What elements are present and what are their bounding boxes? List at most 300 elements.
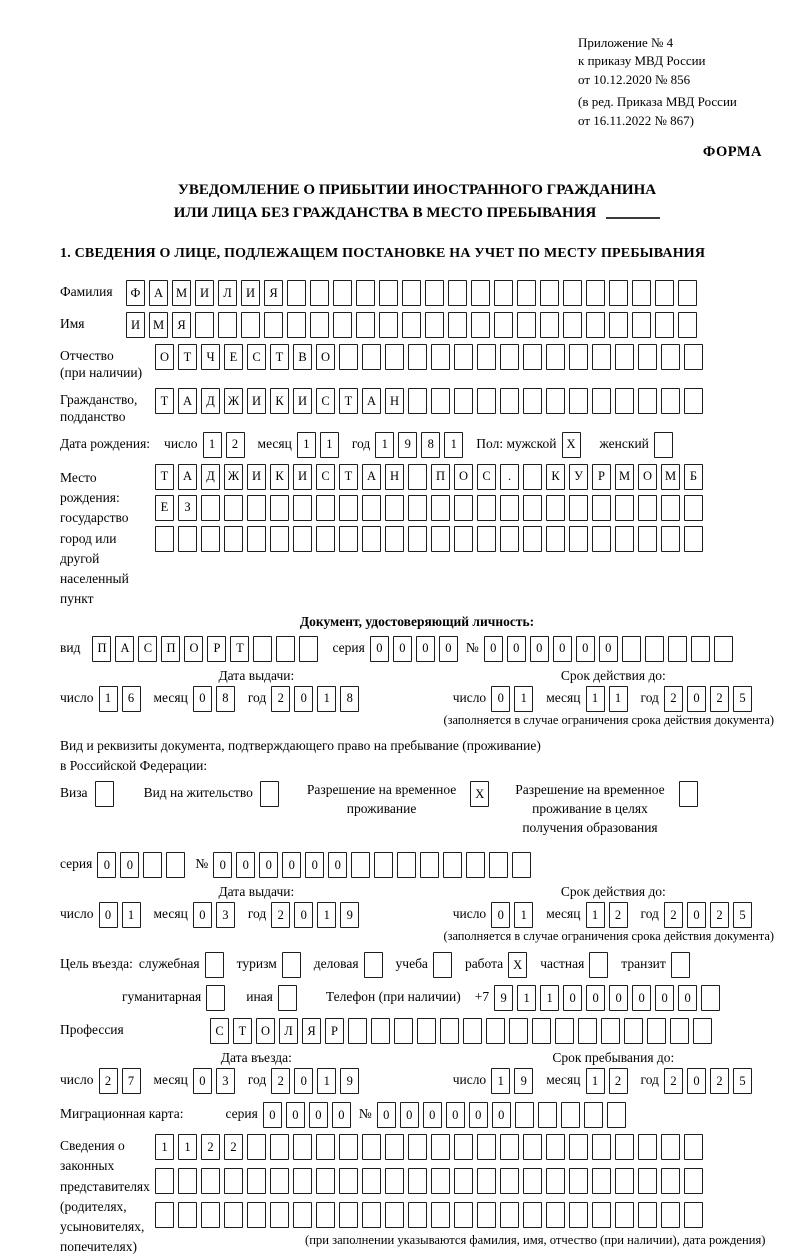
- checkbox[interactable]: X: [562, 432, 581, 458]
- cell[interactable]: [486, 1018, 505, 1044]
- cell[interactable]: 0: [370, 636, 389, 662]
- cell[interactable]: [655, 280, 674, 306]
- cell[interactable]: [661, 526, 680, 552]
- cell[interactable]: 2: [664, 1068, 683, 1094]
- cell[interactable]: М: [172, 280, 191, 306]
- cell[interactable]: [668, 636, 687, 662]
- cell[interactable]: [615, 526, 634, 552]
- cell[interactable]: [224, 1202, 243, 1228]
- cell[interactable]: [356, 312, 375, 338]
- cell[interactable]: [293, 495, 312, 521]
- cell[interactable]: [638, 495, 657, 521]
- cell[interactable]: 2: [99, 1068, 118, 1094]
- checkbox[interactable]: [95, 781, 114, 807]
- cell[interactable]: 1: [99, 686, 118, 712]
- cell[interactable]: 2: [271, 686, 290, 712]
- cell[interactable]: [362, 344, 381, 370]
- cell[interactable]: [523, 344, 542, 370]
- cell[interactable]: [477, 388, 496, 414]
- cell[interactable]: 9: [340, 902, 359, 928]
- cell[interactable]: [440, 1018, 459, 1044]
- cell[interactable]: 0: [687, 902, 706, 928]
- cell[interactable]: 1: [297, 432, 316, 458]
- cell[interactable]: [333, 312, 352, 338]
- cell[interactable]: [299, 636, 318, 662]
- cell[interactable]: [563, 280, 582, 306]
- cell[interactable]: [684, 526, 703, 552]
- cell[interactable]: [408, 1134, 427, 1160]
- cell[interactable]: 0: [236, 852, 255, 878]
- cell[interactable]: 5: [733, 686, 752, 712]
- cell[interactable]: [241, 312, 260, 338]
- cell[interactable]: Ч: [201, 344, 220, 370]
- cell[interactable]: [431, 344, 450, 370]
- cell[interactable]: [155, 526, 174, 552]
- cell[interactable]: [394, 1018, 413, 1044]
- cell[interactable]: [385, 1134, 404, 1160]
- cell[interactable]: 1: [540, 985, 559, 1011]
- cell[interactable]: К: [546, 464, 565, 490]
- cell[interactable]: [155, 1202, 174, 1228]
- cell[interactable]: [333, 280, 352, 306]
- cell[interactable]: 1: [317, 1068, 336, 1094]
- cell[interactable]: [655, 312, 674, 338]
- cell[interactable]: [523, 1168, 542, 1194]
- cell[interactable]: [592, 495, 611, 521]
- cell[interactable]: О: [638, 464, 657, 490]
- cell[interactable]: [563, 312, 582, 338]
- cell[interactable]: Я: [264, 280, 283, 306]
- cell[interactable]: [684, 1168, 703, 1194]
- cell[interactable]: 0: [530, 636, 549, 662]
- cell[interactable]: [339, 344, 358, 370]
- cell[interactable]: [500, 526, 519, 552]
- cell[interactable]: [592, 526, 611, 552]
- cell[interactable]: [201, 1202, 220, 1228]
- cell[interactable]: Т: [339, 388, 358, 414]
- cell[interactable]: Т: [230, 636, 249, 662]
- cell[interactable]: [517, 280, 536, 306]
- cell[interactable]: А: [115, 636, 134, 662]
- cell[interactable]: [431, 1168, 450, 1194]
- cell[interactable]: [166, 852, 185, 878]
- cell[interactable]: [592, 1134, 611, 1160]
- cell[interactable]: 2: [664, 902, 683, 928]
- cell[interactable]: [420, 852, 439, 878]
- cell[interactable]: 0: [286, 1102, 305, 1128]
- cell[interactable]: [287, 280, 306, 306]
- cell[interactable]: [532, 1018, 551, 1044]
- cell[interactable]: Д: [201, 464, 220, 490]
- cell[interactable]: 0: [294, 1068, 313, 1094]
- cell[interactable]: А: [362, 464, 381, 490]
- cell[interactable]: [509, 1018, 528, 1044]
- cell[interactable]: [247, 495, 266, 521]
- cell[interactable]: [431, 526, 450, 552]
- cell[interactable]: 2: [226, 432, 245, 458]
- cell[interactable]: [224, 1168, 243, 1194]
- cell[interactable]: Е: [155, 495, 174, 521]
- cell[interactable]: И: [293, 388, 312, 414]
- cell[interactable]: [601, 1018, 620, 1044]
- cell[interactable]: 2: [224, 1134, 243, 1160]
- cell[interactable]: [348, 1018, 367, 1044]
- cell[interactable]: [586, 312, 605, 338]
- cell[interactable]: 2: [271, 902, 290, 928]
- cell[interactable]: [466, 852, 485, 878]
- cell[interactable]: [471, 312, 490, 338]
- cell[interactable]: И: [293, 464, 312, 490]
- cell[interactable]: [287, 312, 306, 338]
- cell[interactable]: 0: [263, 1102, 282, 1128]
- cell[interactable]: 5: [733, 902, 752, 928]
- cell[interactable]: [584, 1102, 603, 1128]
- cell[interactable]: И: [195, 280, 214, 306]
- cell[interactable]: Т: [270, 344, 289, 370]
- cell[interactable]: [270, 1202, 289, 1228]
- cell[interactable]: 0: [484, 636, 503, 662]
- cell[interactable]: А: [178, 388, 197, 414]
- cell[interactable]: [477, 1202, 496, 1228]
- cell[interactable]: [201, 495, 220, 521]
- cell[interactable]: [578, 1018, 597, 1044]
- cell[interactable]: [443, 852, 462, 878]
- cell[interactable]: В: [293, 344, 312, 370]
- cell[interactable]: 0: [553, 636, 572, 662]
- cell[interactable]: [546, 495, 565, 521]
- cell[interactable]: [201, 526, 220, 552]
- cell[interactable]: [270, 526, 289, 552]
- checkbox[interactable]: [260, 781, 279, 807]
- cell[interactable]: [523, 1134, 542, 1160]
- cell[interactable]: [362, 1202, 381, 1228]
- cell[interactable]: [523, 464, 542, 490]
- cell[interactable]: Л: [218, 280, 237, 306]
- cell[interactable]: [684, 344, 703, 370]
- cell[interactable]: [178, 1202, 197, 1228]
- cell[interactable]: [592, 1168, 611, 1194]
- cell[interactable]: [494, 280, 513, 306]
- cell[interactable]: 0: [423, 1102, 442, 1128]
- cell[interactable]: 0: [492, 1102, 511, 1128]
- cell[interactable]: [494, 312, 513, 338]
- cell[interactable]: [463, 1018, 482, 1044]
- checkbox[interactable]: [671, 952, 690, 978]
- cell[interactable]: 5: [733, 1068, 752, 1094]
- cell[interactable]: [408, 1202, 427, 1228]
- cell[interactable]: Т: [155, 464, 174, 490]
- cell[interactable]: [684, 495, 703, 521]
- cell[interactable]: Н: [385, 388, 404, 414]
- cell[interactable]: 2: [201, 1134, 220, 1160]
- cell[interactable]: [607, 1102, 626, 1128]
- cell[interactable]: О: [454, 464, 473, 490]
- cell[interactable]: [356, 280, 375, 306]
- cell[interactable]: [500, 1134, 519, 1160]
- cell[interactable]: [431, 1134, 450, 1160]
- cell[interactable]: Р: [207, 636, 226, 662]
- cell[interactable]: З: [178, 495, 197, 521]
- cell[interactable]: 0: [446, 1102, 465, 1128]
- cell[interactable]: Р: [325, 1018, 344, 1044]
- cell[interactable]: 0: [213, 852, 232, 878]
- cell[interactable]: Л: [279, 1018, 298, 1044]
- cell[interactable]: Т: [339, 464, 358, 490]
- cell[interactable]: 1: [203, 432, 222, 458]
- cell[interactable]: [661, 495, 680, 521]
- cell[interactable]: [362, 495, 381, 521]
- cell[interactable]: [374, 852, 393, 878]
- cell[interactable]: К: [270, 464, 289, 490]
- cell[interactable]: 8: [421, 432, 440, 458]
- checkbox[interactable]: [282, 952, 301, 978]
- cell[interactable]: С: [210, 1018, 229, 1044]
- cell[interactable]: [546, 1202, 565, 1228]
- cell[interactable]: [661, 388, 680, 414]
- cell[interactable]: 1: [586, 1068, 605, 1094]
- cell[interactable]: [546, 1168, 565, 1194]
- cell[interactable]: [178, 1168, 197, 1194]
- cell[interactable]: [477, 344, 496, 370]
- cell[interactable]: 1: [514, 686, 533, 712]
- cell[interactable]: [155, 1168, 174, 1194]
- cell[interactable]: 0: [586, 985, 605, 1011]
- cell[interactable]: 0: [309, 1102, 328, 1128]
- cell[interactable]: [678, 280, 697, 306]
- cell[interactable]: О: [184, 636, 203, 662]
- cell[interactable]: [714, 636, 733, 662]
- cell[interactable]: 0: [507, 636, 526, 662]
- cell[interactable]: 0: [609, 985, 628, 1011]
- cell[interactable]: 1: [375, 432, 394, 458]
- cell[interactable]: [408, 526, 427, 552]
- cell[interactable]: [538, 1102, 557, 1128]
- cell[interactable]: [310, 312, 329, 338]
- cell[interactable]: [316, 526, 335, 552]
- cell[interactable]: [661, 1202, 680, 1228]
- cell[interactable]: А: [149, 280, 168, 306]
- checkbox[interactable]: [205, 952, 224, 978]
- cell[interactable]: 0: [655, 985, 674, 1011]
- cell[interactable]: 0: [416, 636, 435, 662]
- cell[interactable]: [385, 495, 404, 521]
- cell[interactable]: [362, 526, 381, 552]
- cell[interactable]: Д: [201, 388, 220, 414]
- cell[interactable]: [385, 1202, 404, 1228]
- cell[interactable]: 0: [632, 985, 651, 1011]
- cell[interactable]: [454, 1168, 473, 1194]
- cell[interactable]: 0: [393, 636, 412, 662]
- checkbox[interactable]: [679, 781, 698, 807]
- cell[interactable]: [454, 1202, 473, 1228]
- cell[interactable]: 1: [514, 902, 533, 928]
- cell[interactable]: 0: [332, 1102, 351, 1128]
- cell[interactable]: И: [126, 312, 145, 338]
- checkbox[interactable]: [433, 952, 452, 978]
- cell[interactable]: Ж: [224, 388, 243, 414]
- cell[interactable]: [569, 1202, 588, 1228]
- cell[interactable]: [448, 280, 467, 306]
- cell[interactable]: [339, 526, 358, 552]
- cell[interactable]: П: [161, 636, 180, 662]
- cell[interactable]: [517, 312, 536, 338]
- cell[interactable]: 0: [259, 852, 278, 878]
- cell[interactable]: [247, 1168, 266, 1194]
- cell[interactable]: [293, 1134, 312, 1160]
- cell[interactable]: [661, 1134, 680, 1160]
- cell[interactable]: 1: [586, 902, 605, 928]
- cell[interactable]: [540, 280, 559, 306]
- cell[interactable]: И: [247, 388, 266, 414]
- cell[interactable]: [693, 1018, 712, 1044]
- cell[interactable]: Т: [178, 344, 197, 370]
- cell[interactable]: [247, 1202, 266, 1228]
- cell[interactable]: [615, 388, 634, 414]
- cell[interactable]: [201, 1168, 220, 1194]
- cell[interactable]: М: [661, 464, 680, 490]
- cell[interactable]: [247, 526, 266, 552]
- cell[interactable]: [402, 312, 421, 338]
- cell[interactable]: [402, 280, 421, 306]
- cell[interactable]: О: [155, 344, 174, 370]
- cell[interactable]: 8: [216, 686, 235, 712]
- cell[interactable]: И: [247, 464, 266, 490]
- cell[interactable]: [569, 526, 588, 552]
- cell[interactable]: [569, 1168, 588, 1194]
- cell[interactable]: [310, 280, 329, 306]
- checkbox[interactable]: X: [508, 952, 527, 978]
- cell[interactable]: [615, 344, 634, 370]
- cell[interactable]: Т: [233, 1018, 252, 1044]
- cell[interactable]: [351, 852, 370, 878]
- cell[interactable]: 0: [193, 1068, 212, 1094]
- cell[interactable]: [586, 280, 605, 306]
- cell[interactable]: 0: [678, 985, 697, 1011]
- cell[interactable]: К: [270, 388, 289, 414]
- cell[interactable]: Н: [385, 464, 404, 490]
- cell[interactable]: [454, 1134, 473, 1160]
- cell[interactable]: 7: [122, 1068, 141, 1094]
- cell[interactable]: [316, 495, 335, 521]
- cell[interactable]: [477, 1134, 496, 1160]
- cell[interactable]: [523, 1202, 542, 1228]
- cell[interactable]: С: [477, 464, 496, 490]
- cell[interactable]: [218, 312, 237, 338]
- cell[interactable]: [500, 388, 519, 414]
- cell[interactable]: [471, 280, 490, 306]
- cell[interactable]: [247, 1134, 266, 1160]
- cell[interactable]: 0: [294, 902, 313, 928]
- cell[interactable]: Я: [302, 1018, 321, 1044]
- cell[interactable]: [316, 1168, 335, 1194]
- checkbox[interactable]: [206, 985, 225, 1011]
- cell[interactable]: 2: [609, 902, 628, 928]
- cell[interactable]: [362, 1168, 381, 1194]
- cell[interactable]: .: [500, 464, 519, 490]
- cell[interactable]: [638, 526, 657, 552]
- cell[interactable]: О: [316, 344, 335, 370]
- cell[interactable]: [425, 312, 444, 338]
- cell[interactable]: [270, 1168, 289, 1194]
- cell[interactable]: [615, 1202, 634, 1228]
- cell[interactable]: У: [569, 464, 588, 490]
- cell[interactable]: [523, 526, 542, 552]
- cell[interactable]: [569, 344, 588, 370]
- cell[interactable]: 0: [576, 636, 595, 662]
- cell[interactable]: [515, 1102, 534, 1128]
- cell[interactable]: [270, 495, 289, 521]
- cell[interactable]: С: [247, 344, 266, 370]
- cell[interactable]: [569, 495, 588, 521]
- cell[interactable]: Е: [224, 344, 243, 370]
- cell[interactable]: [477, 526, 496, 552]
- cell[interactable]: [546, 526, 565, 552]
- cell[interactable]: 1: [586, 686, 605, 712]
- cell[interactable]: [339, 1168, 358, 1194]
- cell[interactable]: [512, 852, 531, 878]
- cell[interactable]: 2: [710, 902, 729, 928]
- cell[interactable]: 9: [514, 1068, 533, 1094]
- cell[interactable]: [500, 344, 519, 370]
- cell[interactable]: [701, 985, 720, 1011]
- cell[interactable]: [609, 280, 628, 306]
- cell[interactable]: 0: [97, 852, 116, 878]
- cell[interactable]: 0: [328, 852, 347, 878]
- cell[interactable]: Ф: [126, 280, 145, 306]
- cell[interactable]: [454, 388, 473, 414]
- cell[interactable]: 0: [491, 686, 510, 712]
- cell[interactable]: [661, 344, 680, 370]
- cell[interactable]: [408, 1168, 427, 1194]
- cell[interactable]: 1: [320, 432, 339, 458]
- cell[interactable]: [379, 280, 398, 306]
- checkbox[interactable]: [654, 432, 673, 458]
- cell[interactable]: 9: [398, 432, 417, 458]
- cell[interactable]: [678, 312, 697, 338]
- cell[interactable]: 0: [305, 852, 324, 878]
- cell[interactable]: 6: [122, 686, 141, 712]
- cell[interactable]: [408, 344, 427, 370]
- cell[interactable]: 0: [193, 686, 212, 712]
- cell[interactable]: 0: [282, 852, 301, 878]
- cell[interactable]: [385, 344, 404, 370]
- cell[interactable]: 1: [178, 1134, 197, 1160]
- cell[interactable]: [561, 1102, 580, 1128]
- cell[interactable]: [555, 1018, 574, 1044]
- cell[interactable]: [276, 636, 295, 662]
- cell[interactable]: 1: [444, 432, 463, 458]
- cell[interactable]: 2: [710, 686, 729, 712]
- cell[interactable]: 0: [599, 636, 618, 662]
- cell[interactable]: Я: [172, 312, 191, 338]
- cell[interactable]: [477, 495, 496, 521]
- cell[interactable]: П: [431, 464, 450, 490]
- cell[interactable]: [592, 1202, 611, 1228]
- cell[interactable]: [253, 636, 272, 662]
- cell[interactable]: [477, 1168, 496, 1194]
- cell[interactable]: [143, 852, 162, 878]
- cell[interactable]: [431, 495, 450, 521]
- cell[interactable]: 8: [340, 686, 359, 712]
- cell[interactable]: 1: [317, 902, 336, 928]
- cell[interactable]: 2: [710, 1068, 729, 1094]
- cell[interactable]: [500, 1202, 519, 1228]
- cell[interactable]: [632, 312, 651, 338]
- cell[interactable]: [408, 495, 427, 521]
- cell[interactable]: [546, 388, 565, 414]
- cell[interactable]: [316, 1202, 335, 1228]
- cell[interactable]: [523, 388, 542, 414]
